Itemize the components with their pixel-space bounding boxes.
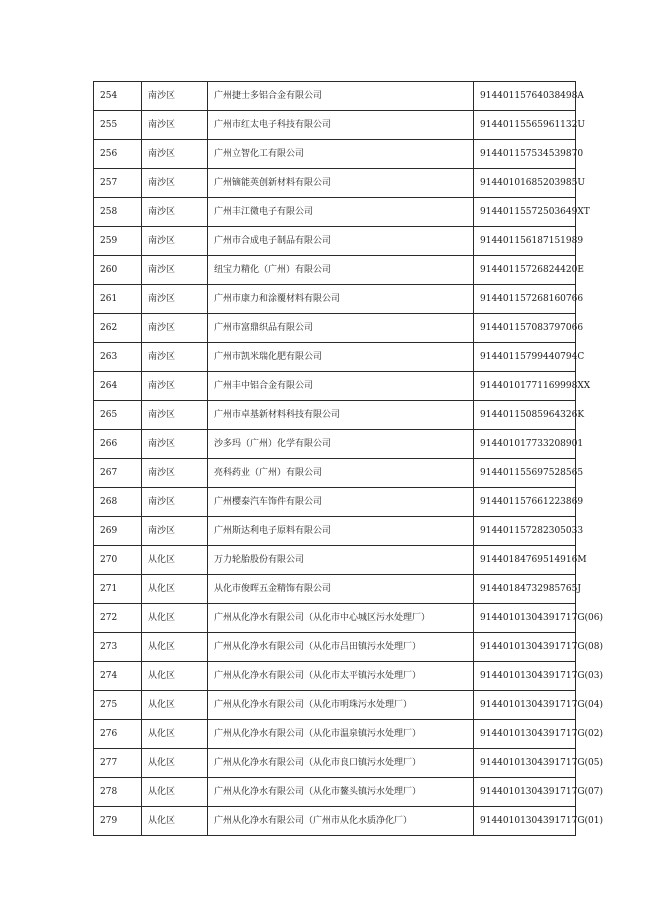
company-name-cell: 广州市康力和涂覆材料有限公司: [208, 285, 474, 314]
company-name-cell: 广州丰中铝合金有限公司: [208, 372, 474, 401]
company-name-cell: 从化市俊晖五金精饰有限公司: [208, 575, 474, 604]
table-body: [94, 82, 604, 836]
table-row: [94, 691, 576, 720]
district-cell: 从化区: [142, 575, 208, 604]
company-name-cell: 广州丰江微电子有限公司: [208, 198, 474, 227]
credit-code-cell: 91440101685203985U: [474, 169, 576, 198]
credit-code-cell: 91440115764038498A: [474, 82, 576, 111]
table-row: [94, 82, 576, 111]
district-cell: 南沙区: [142, 430, 208, 459]
table-row: [94, 372, 576, 401]
district-cell: 南沙区: [142, 82, 208, 111]
credit-code-cell: 91440184769514916M: [474, 546, 576, 575]
row-number: 273: [94, 633, 142, 662]
table-row: [94, 111, 576, 140]
row-number: 263: [94, 343, 142, 372]
enterprise-list-table: [93, 81, 604, 836]
district-cell: 南沙区: [142, 140, 208, 169]
district-cell: 从化区: [142, 749, 208, 778]
row-number: 266: [94, 430, 142, 459]
row-number: 264: [94, 372, 142, 401]
company-name-cell: 广州市富鼎织品有限公司: [208, 314, 474, 343]
district-cell: 南沙区: [142, 227, 208, 256]
credit-code-cell: 91440115565961132U: [474, 111, 576, 140]
district-cell: 从化区: [142, 807, 208, 836]
company-name-cell: 广州市红太电子科技有限公司: [208, 111, 474, 140]
row-number: 278: [94, 778, 142, 807]
district-cell: 从化区: [142, 546, 208, 575]
row-number: 274: [94, 662, 142, 691]
district-cell: 从化区: [142, 662, 208, 691]
table-row: [94, 778, 576, 807]
table-row: [94, 604, 576, 633]
district-cell: 南沙区: [142, 488, 208, 517]
table-row: [94, 227, 576, 256]
credit-code-cell: 914401156187151989: [474, 227, 576, 256]
row-number: 257: [94, 169, 142, 198]
company-name-cell: 广州从化净水有限公司（从化市温泉镇污水处理厂）: [208, 720, 474, 749]
row-number: 276: [94, 720, 142, 749]
row-number: 271: [94, 575, 142, 604]
credit-code-cell: 914401157268160766: [474, 285, 576, 314]
row-number: 256: [94, 140, 142, 169]
district-cell: 南沙区: [142, 198, 208, 227]
credit-code-cell: 914401157534539870: [474, 140, 576, 169]
credit-code-cell: 914401017733208901: [474, 430, 576, 459]
credit-code-cell: 91440115799440794C: [474, 343, 576, 372]
company-name-cell: 广州市合成电子制品有限公司: [208, 227, 474, 256]
district-cell: 南沙区: [142, 372, 208, 401]
district-cell: 南沙区: [142, 517, 208, 546]
table-row: [94, 343, 576, 372]
credit-code-cell: 91440115726824420E: [474, 256, 576, 285]
company-name-cell: 广州市凯米瑞化肥有限公司: [208, 343, 474, 372]
table-row: [94, 256, 576, 285]
district-cell: 从化区: [142, 633, 208, 662]
credit-code-cell: 91440101304391717G(04): [474, 691, 576, 720]
credit-code-cell: 91440101304391717G(06): [474, 604, 576, 633]
credit-code-cell: 91440115085964326K: [474, 401, 576, 430]
district-cell: 南沙区: [142, 285, 208, 314]
company-name-cell: 沙多玛（广州）化学有限公司: [208, 430, 474, 459]
table-row: [94, 488, 576, 517]
row-number: 267: [94, 459, 142, 488]
table-row: [94, 633, 576, 662]
table-row: [94, 720, 576, 749]
credit-code-cell: 91440184732985765J: [474, 575, 576, 604]
company-name-cell: 广州从化净水有限公司（从化市鳌头镇污水处理厂）: [208, 778, 474, 807]
company-name-cell: 广州从化净水有限公司（从化市明珠污水处理厂）: [208, 691, 474, 720]
table-row: [94, 314, 576, 343]
credit-code-cell: 91440101304391717G(08): [474, 633, 576, 662]
district-cell: 南沙区: [142, 314, 208, 343]
company-name-cell: 广州从化净水有限公司（从化市吕田镇污水处理厂）: [208, 633, 474, 662]
row-number: 254: [94, 82, 142, 111]
table-row: [94, 198, 576, 227]
company-name-cell: 广州从化净水有限公司（从化市良口镇污水处理厂）: [208, 749, 474, 778]
credit-code-cell: 91440101304391717G(05): [474, 749, 576, 778]
row-number: 259: [94, 227, 142, 256]
district-cell: 南沙区: [142, 401, 208, 430]
company-name-cell: 广州市卓基新材料科技有限公司: [208, 401, 474, 430]
company-name-cell: 广州樱泰汽车饰件有限公司: [208, 488, 474, 517]
row-number: 269: [94, 517, 142, 546]
row-number: 272: [94, 604, 142, 633]
district-cell: 南沙区: [142, 256, 208, 285]
district-cell: 从化区: [142, 604, 208, 633]
table-row: [94, 285, 576, 314]
row-number: 277: [94, 749, 142, 778]
row-number: 255: [94, 111, 142, 140]
district-cell: 从化区: [142, 778, 208, 807]
table-row: [94, 662, 576, 691]
company-name-cell: 广州捷士多铝合金有限公司: [208, 82, 474, 111]
credit-code-cell: 914401157661223869: [474, 488, 576, 517]
table-row: [94, 140, 576, 169]
credit-code-cell: 91440101304391717G(01): [474, 807, 576, 836]
district-cell: 南沙区: [142, 459, 208, 488]
company-name-cell: 广州从化净水有限公司（广州市从化水质净化厂）: [208, 807, 474, 836]
row-number: 279: [94, 807, 142, 836]
credit-code-cell: 91440101771169998XX: [474, 372, 576, 401]
credit-code-cell: 91440115572503649XT: [474, 198, 576, 227]
row-number: 275: [94, 691, 142, 720]
table-row: [94, 575, 576, 604]
credit-code-cell: 91440101304391717G(02): [474, 720, 576, 749]
credit-code-cell: 91440101304391717G(03): [474, 662, 576, 691]
row-number: 260: [94, 256, 142, 285]
row-number: 270: [94, 546, 142, 575]
company-name-cell: 广州镝能英创新材料有限公司: [208, 169, 474, 198]
table-row: [94, 430, 576, 459]
company-name-cell: 广州立智化工有限公司: [208, 140, 474, 169]
district-cell: 南沙区: [142, 343, 208, 372]
row-number: 268: [94, 488, 142, 517]
company-name-cell: 亮科药业（广州）有限公司: [208, 459, 474, 488]
table-row: [94, 459, 576, 488]
row-number: 262: [94, 314, 142, 343]
table-row: [94, 546, 576, 575]
district-cell: 南沙区: [142, 169, 208, 198]
row-number: 261: [94, 285, 142, 314]
table-row: [94, 807, 576, 836]
table-row: [94, 401, 576, 430]
district-cell: 南沙区: [142, 111, 208, 140]
company-name-cell: 万力轮胎股份有限公司: [208, 546, 474, 575]
credit-code-cell: 914401155697528565: [474, 459, 576, 488]
row-number: 265: [94, 401, 142, 430]
company-name-cell: 广州从化净水有限公司（从化市太平镇污水处理厂）: [208, 662, 474, 691]
table-row: [94, 169, 576, 198]
credit-code-cell: 914401157083797066: [474, 314, 576, 343]
district-cell: 从化区: [142, 720, 208, 749]
table-row: [94, 749, 576, 778]
credit-code-cell: 914401157282305033: [474, 517, 576, 546]
company-name-cell: 广州从化净水有限公司（从化市中心城区污水处理厂）: [208, 604, 474, 633]
credit-code-cell: 91440101304391717G(07): [474, 778, 576, 807]
row-number: 258: [94, 198, 142, 227]
district-cell: 从化区: [142, 691, 208, 720]
company-name-cell: 广州斯达利电子原料有限公司: [208, 517, 474, 546]
company-name-cell: 纽宝力精化（广州）有限公司: [208, 256, 474, 285]
table-row: [94, 517, 576, 546]
